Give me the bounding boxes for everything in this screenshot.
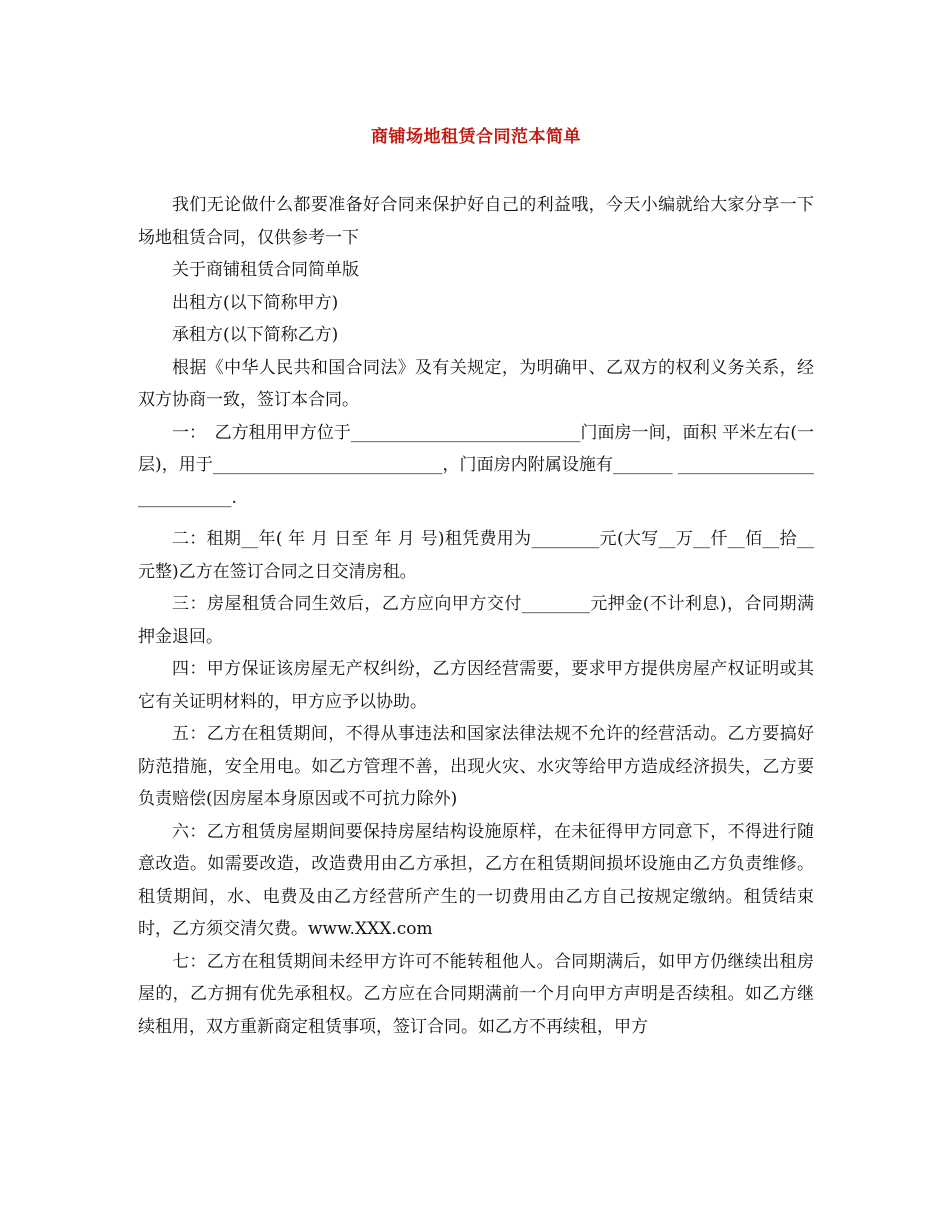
clause-5: 五：乙方在租赁期间，不得从事违法和国家法律法规不允许的经营活动。乙方要搞好防范措施，安全用电。如乙方管理不善，出现火灾、水灾等给甲方造成经济损失，乙方要负责赔偿(因房屋本身原因或不可抗力除外) bbox=[138, 724, 814, 809]
lessor-line: 出租方(以下简称甲方) bbox=[172, 292, 339, 313]
clause-6: 六：乙方租赁房屋期间要保持房屋结构设施原样，在未征得甲方同意下，不得进行随意改造。如需要改造，改造费用由乙方承担，乙方在租赁期间损坏设施由乙方负责维修。租赁期间，水、电费及由乙方经营所产生的一切费用由乙方自己按规定缴纳。租赁结束时，乙方须交清欠费。www.XXX.com bbox=[138, 821, 814, 939]
clause-7: 七：乙方在租赁期间未经甲方许可不能转租他人。合同期满后，如甲方仍继续出租房屋的，乙方拥有优先承租权。乙方应在合同期满前一个月向甲方声明是否续租。如乙方继续租用，双方重新商定租赁事项，签订合同。如乙方不再续租，甲方 bbox=[138, 951, 814, 1037]
basis-paragraph: 根据《中华人民共和国合同法》及有关规定，为明确甲、乙双方的权利义务关系，经双方协商一致，签订本合同。 bbox=[138, 357, 814, 410]
clause-2: 二：租期__年( 年 月 日至 年 月 号)租凭费用为________元(大写__万__仟__佰__拾__元整)乙方在签订合同之日交清房租。 bbox=[138, 529, 814, 582]
clause-1: 一： 乙方租用甲方位于___________________________门面房一间，面积 平米左右(一层)，用于___________________________，门面房内附属设施有_______ ___________________________. bbox=[138, 422, 814, 508]
clause-3: 三：房屋租赁合同生效后，乙方应向甲方交付________元押金(不计利息)，合同期满押金退回。 bbox=[138, 594, 814, 647]
subtitle-paragraph: 关于商铺租赁合同简单版 bbox=[172, 260, 359, 280]
clause-4: 四：甲方保证该房屋无产权纠纷，乙方因经营需要，要求甲方提供房屋产权证明或其它有关证明材料的，甲方应予以协助。 bbox=[138, 659, 814, 712]
lessee-line: 承租方(以下简称乙方) bbox=[172, 325, 339, 345]
document-title: 商铺场地租赁合同范本简单 bbox=[371, 127, 581, 147]
intro-paragraph: 我们无论做什么都要准备好合同来保护好自己的利益哦，今天小编就给大家分享一下场地租赁合同，仅供参考一下 bbox=[138, 195, 814, 248]
